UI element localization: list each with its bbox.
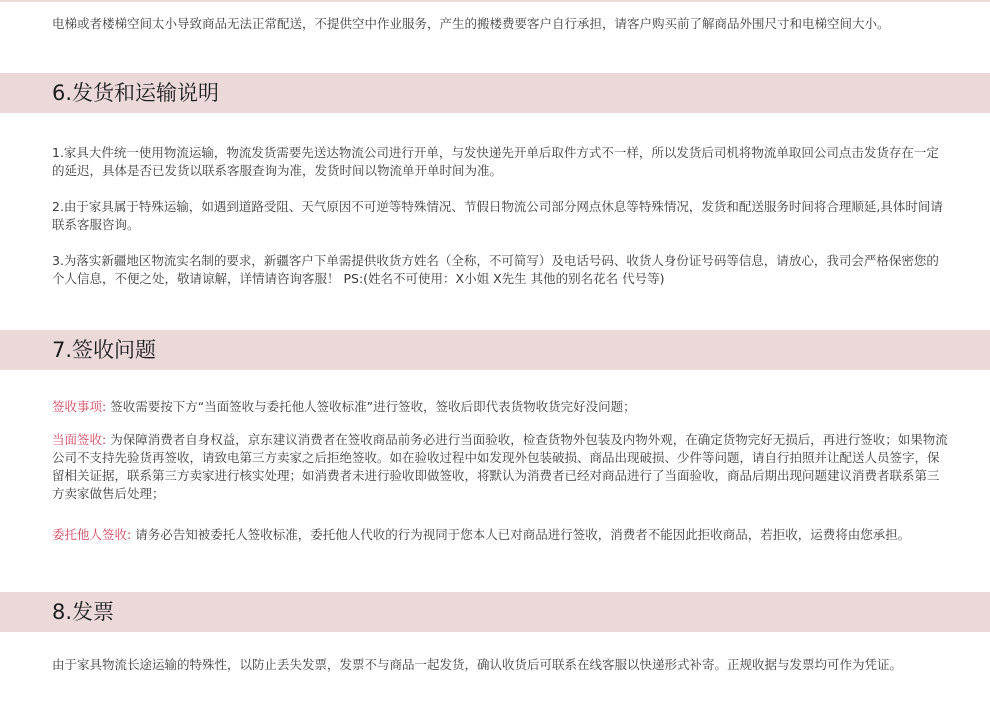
- proxy-signing-label: 委托他人签收:: [52, 527, 132, 542]
- signing-note-item: [52, 398, 948, 416]
- shipping-item-3: 3.为落实新疆地区物流实名制的要求，新疆客户下单需提供收货方姓名（全称，不可简写）及电话号码、收货人身份证号码等信息，请放心，我司会严格保密您的个人信息，不便之处，敬请谅解，详情请咨询客服！ PS:(姓名不可使用：X小姐 X先生 其他的别名花名 代号等): [52, 253, 939, 286]
- section-6-header: [0, 73, 990, 113]
- in-person-signing-item: [52, 431, 948, 503]
- intro-paragraph: 电梯或者楼梯空间太小导致商品无法正常配送，不提供空中作业服务，产生的搬楼费要客户自行承担，请客户购买前了解商品外围尺寸和电梯空间大小。: [52, 16, 890, 31]
- shipping-item-2: 2.由于家具属于特殊运输，如遇到道路受阻、天气原因不可逆等特殊情况、节假日物流公司部分网点休息等特殊情况，发货和配送服务时间将合理顺延,具体时间请联系客服咨询。: [52, 199, 943, 232]
- section-7-header: [0, 330, 990, 370]
- invoice-paragraph: 由于家具物流长途运输的特殊性，以防止丢失发票，发票不与商品一起发货，确认收货后可联系在线客服以快递形式补寄。正规收据与发票均可作为凭证。: [52, 657, 903, 672]
- section-6-title: 6.发货和运输说明: [52, 81, 220, 105]
- section-8-title: 8.发票: [52, 600, 115, 624]
- top-divider: [0, 0, 990, 2]
- section-7-title: 7.签收问题: [52, 338, 157, 362]
- signing-note-text: 签收需要按下方“当面签收与委托他人签收标准”进行签收，签收后即代表货物收货完好没问题；: [106, 399, 636, 414]
- section-8-header: [0, 592, 990, 632]
- signing-note-label: 签收事项:: [52, 399, 107, 414]
- in-person-signing-label: 当面签收:: [52, 432, 107, 447]
- proxy-signing-item: [52, 526, 948, 544]
- shipping-item-1: 1.家具大件统一使用物流运输，物流发货需要先送达物流公司进行开单，与发快递先开单后取件方式不一样，所以发货后司机将物流单取回公司点击发货存在一定的延迟，具体是否已发货以联系客服查询为准，发货时间以物流单开单时间为准。: [52, 145, 939, 178]
- in-person-signing-text: 为保障消费者自身权益，京东建议消费者在签收商品前务必进行当面验收，检查货物外包装及内物外观，在确定货物完好无损后，再进行签收；如果物流公司不支持先验货再签收，请致电第三方卖家之后拒绝签收。如在验收过程中如发现外包装破损、商品出现破损、少件等问题，请自行拍照并让配送人员签字，保留相关证据，联系第三方卖家进行核实处理；如消费者未进行验收即做签收，将默认为消费者已经对商品进行了当面验收，商品后期出现问题建议消费者联系第三方卖家做售后处理；: [52, 432, 948, 501]
- proxy-signing-text: 请务必告知被委托人签收标准，委托他人代收的行为视同于您本人已对商品进行签收，消费者不能因此拒收商品，若拒收，运费将由您承担。: [131, 527, 911, 542]
